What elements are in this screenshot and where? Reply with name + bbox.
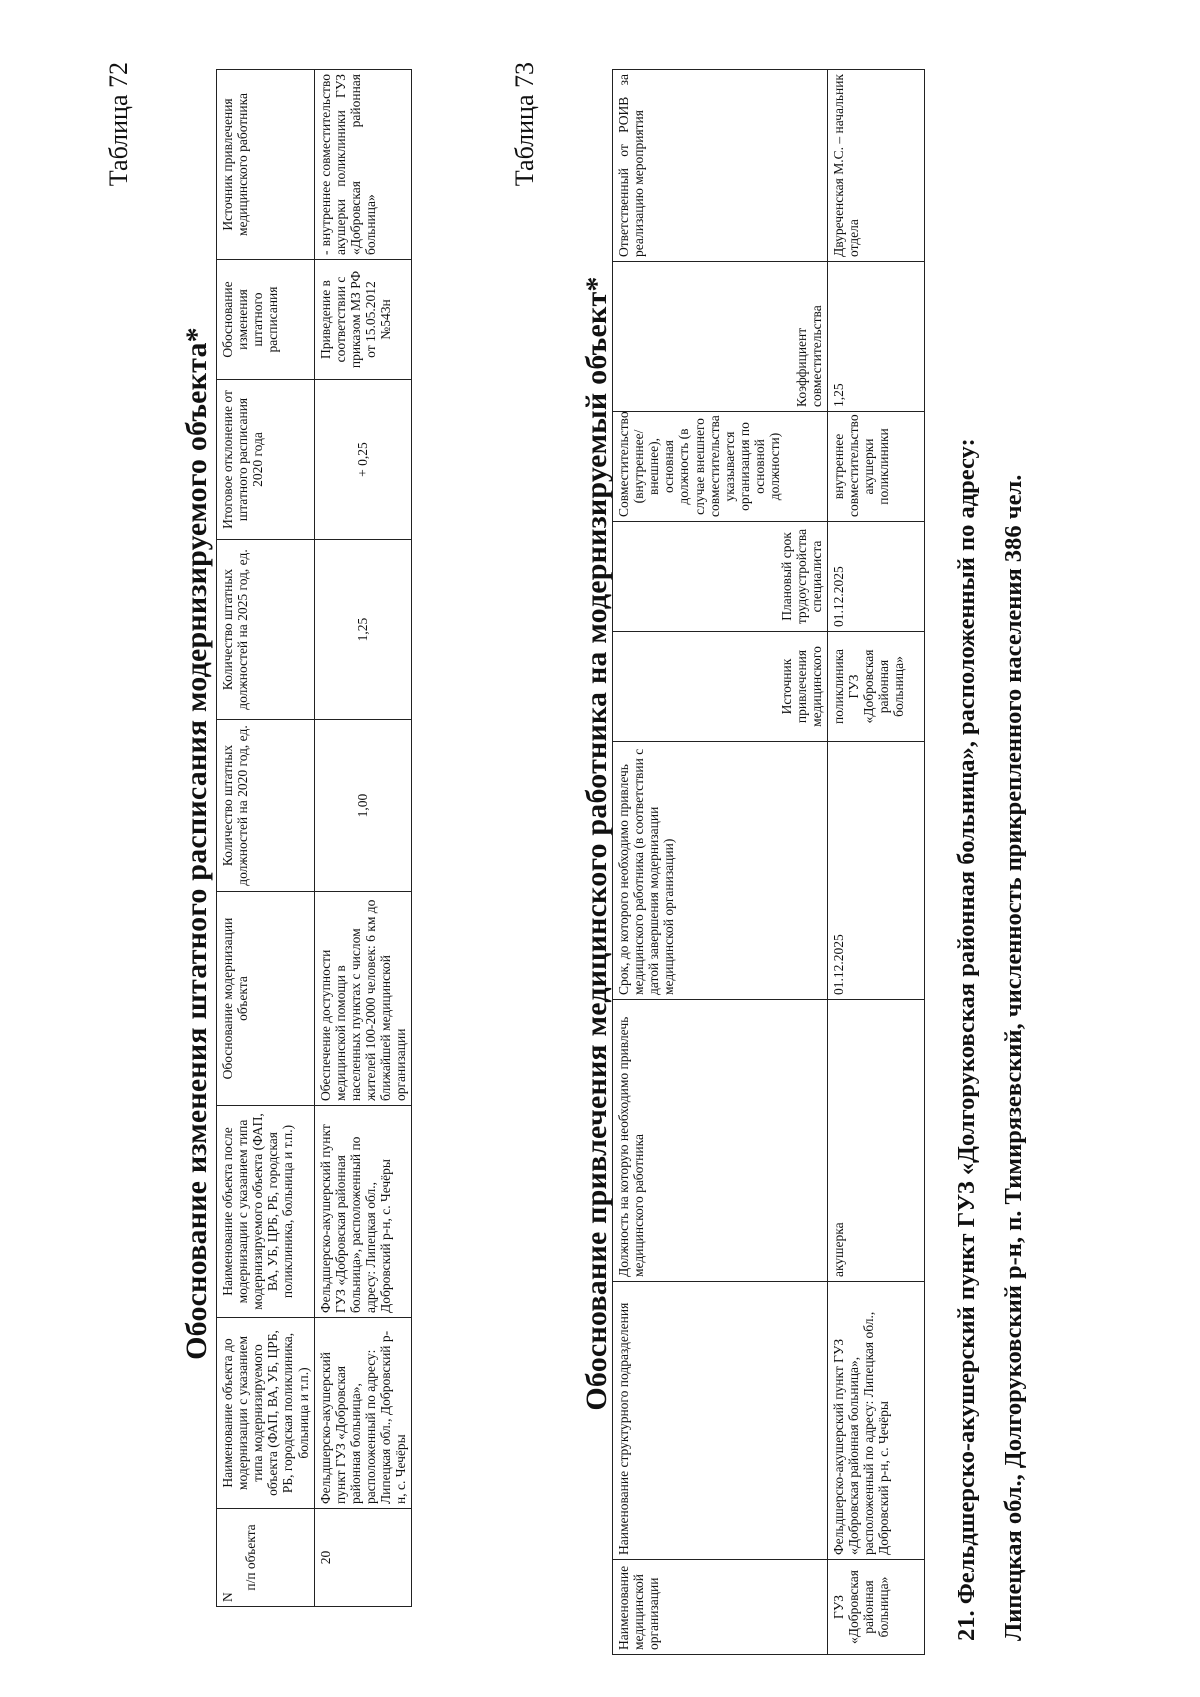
header-cell-before: Наименование объекта до модернизации с указанием типа модернизируемого объекта (ФАП, ВА, УБ, ЦРБ, РБ, городская поликлиника, больница и т.п.) (217, 1318, 315, 1509)
header-cell-org: Наименование медицинской организации (613, 1560, 828, 1655)
table-72-caption: Таблица 72 (104, 62, 133, 187)
table-header-row (217, 70, 315, 1607)
cell-plan-date: 01.12.2025 (828, 522, 925, 632)
header-cell-count-2025: Количество штатных должностей на 2025 год, ед. (217, 540, 315, 720)
cell-unit: Фельдшерско-акушерский пункт ГУЗ «Добровская районная больница», расположенный по адресу: Липецкая обл., Добровский р-н, с. Чечёры (828, 1282, 925, 1560)
header-cell-after: Наименование объекта после модернизации с указанием типа модернизируемого объекта (ФАП, ВА, УБ, ЦРБ, РБ, городская поликлиника, больница и т.п.) (217, 1106, 315, 1318)
cell-source: поликлиника ГУЗ «Добровская районная больница» (828, 632, 925, 742)
cell-deadline: 01.12.2025 (828, 742, 925, 1000)
header-number-label: п/п объекта (243, 1524, 259, 1591)
cell-source: - внутреннее совместительство акушерки поликлиники ГУЗ «Добровская районная больница» (314, 70, 412, 260)
cell-position: акушерка (828, 1000, 925, 1282)
header-cell-number (217, 1509, 315, 1607)
header-cell-count-2020: Количество штатных должностей на 2020 год, ед. (217, 720, 315, 892)
section-21-heading: 21. Фельдшерско-акушерский пункт ГУЗ «Долгоруковская районная больница», расположенный по адресу: (953, 438, 980, 1641)
header-cell-deadline: Срок, до которого необходимо привлечь медицинского работника (в соответствии с датой завершения модернизации медицинской организации) (613, 742, 828, 1000)
table-row (314, 70, 412, 1607)
cell-deviation: + 0,25 (314, 380, 412, 540)
staff-recruitment-table (612, 69, 925, 1655)
header-cell-reason: Обоснование модернизации объекта (217, 892, 315, 1106)
header-cell-coef: Коэффициент совместительства (613, 262, 828, 412)
header-number-symbol: N (220, 1592, 235, 1602)
section-21-address: Липецкая обл., Долгоруковский р-н, п. Тимирязевский, численность прикрепленного населения 386 чел. (1000, 474, 1027, 1641)
staffing-change-table (216, 69, 412, 1607)
cell-reason: Обеспечение доступности медицинской помощи в населенных пунктах с числом жителей 100-2000 человек: 6 км до ближайшей медицинской организации (314, 892, 412, 1106)
cell-change-basis: Приведение в соответствии с приказом МЗ РФ от 15.05.2012 №543н (314, 260, 412, 380)
header-cell-source: Источник привлечения медицинского (613, 632, 828, 742)
cell-coef: 1,25 (828, 262, 925, 412)
table-row (828, 70, 925, 1655)
cell-responsible: Двуреченская М.С. – начальник отдела (828, 70, 925, 262)
table-header-row (613, 70, 828, 1655)
cell-count-2020: 1,00 (314, 720, 412, 892)
header-cell-combo: Совместительство (внутреннее/внешнее), основная должность (в случае внешнего совместительства указывается организация по основной должности) (613, 412, 828, 522)
header-cell-change-basis: Обоснование изменения штатного расписания (217, 260, 315, 380)
header-cell-source: Источник привлечения медицинского работника (217, 70, 315, 260)
cell-number: 20 (314, 1509, 412, 1607)
table-73-title: Обоснование привлечения медицинского работника на модернизируемый объект* (580, 276, 613, 1411)
header-cell-position: Должность на которую необходимо привлечь медицинского работника (613, 1000, 828, 1282)
header-cell-plan-date: Плановый срок трудоустройства специалиста (613, 522, 828, 632)
header-cell-responsible: Ответственный от РОИВ за реализацию мероприятия (613, 70, 828, 262)
table-73-caption: Таблица 73 (510, 62, 539, 187)
cell-count-2025: 1,25 (314, 540, 412, 720)
table-72-title: Обоснование изменения штатного расписания модернизируемого объекта* (180, 327, 213, 1360)
header-cell-unit: Наименование структурного подразделения (613, 1282, 828, 1560)
cell-before: Фельдшерско-акушерский пункт ГУЗ «Добровская районная больница», расположенный по адресу: Липецкая обл., Добровский р-н, с. Чечёры (314, 1318, 412, 1509)
cell-after: Фельдшерско-акушерский пункт ГУЗ «Добровская районная больница», расположенный по адресу: Липецкая обл., Добровский р-н, с. Чечёры (314, 1106, 412, 1318)
cell-combo: внутреннее совместительство акушерки поликлиники (828, 412, 925, 522)
header-cell-deviation: Итоговое отклонение от штатного расписания 2020 года (217, 380, 315, 540)
cell-org: ГУЗ «Добровская районная больница» (828, 1560, 925, 1655)
